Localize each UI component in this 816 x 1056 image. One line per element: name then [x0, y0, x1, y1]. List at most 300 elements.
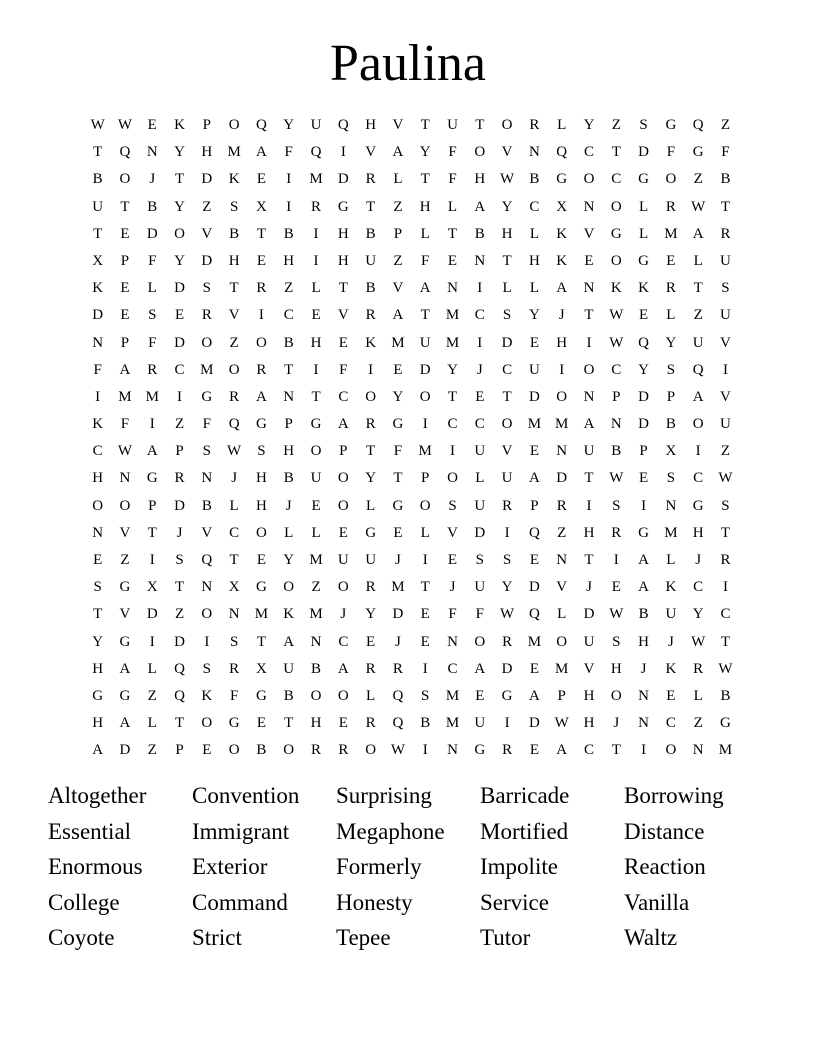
grid-letter: Y	[583, 117, 595, 133]
grid-letter: W	[718, 470, 733, 487]
grid-letter: O	[256, 334, 267, 351]
grid-letter: Y	[392, 388, 404, 405]
grid-letter: V	[119, 606, 131, 623]
grid-letter: S	[229, 198, 239, 215]
grid-letter: C	[92, 443, 103, 460]
grid-letter: A	[337, 660, 349, 677]
grid-letter: M	[445, 334, 460, 351]
grid-letter: X	[146, 579, 158, 596]
grid-letter: U	[528, 361, 540, 378]
grid-letter: R	[256, 280, 267, 297]
grid-letter: Y	[174, 252, 185, 269]
grid-letter: C	[447, 660, 458, 677]
grid-letter: O	[692, 416, 704, 433]
grid-letter: N	[692, 742, 704, 759]
grid-letter: N	[528, 144, 540, 161]
grid-letter: D	[174, 633, 185, 650]
grid-letter: O	[337, 687, 349, 704]
grid-letter: S	[612, 497, 621, 514]
grid-letter: G	[692, 497, 704, 514]
grid-letter: J	[285, 497, 292, 514]
grid-letter: S	[502, 307, 512, 324]
grid-letter: O	[201, 334, 213, 351]
grid-letter: Y	[447, 361, 458, 378]
grid-letter: U	[419, 334, 431, 351]
grid-letter: B	[365, 225, 376, 242]
grid-letter: Y	[92, 633, 104, 650]
grid-letter: J	[176, 524, 183, 541]
grid-letter: N	[556, 552, 568, 568]
grid-letter: G	[337, 198, 349, 215]
grid-letter: J	[558, 307, 565, 324]
grid-letter: A	[692, 225, 704, 242]
grid-letter: O	[201, 715, 213, 732]
grid-letter: I	[149, 416, 155, 433]
grid-letter: G	[119, 633, 131, 650]
grid-letter: R	[529, 117, 540, 133]
grid-letter: G	[692, 144, 704, 161]
grid-letter: W	[609, 470, 624, 487]
grid-letter: V	[556, 579, 568, 596]
grid-letter: D	[92, 307, 104, 324]
grid-letter: V	[720, 388, 731, 405]
grid-letter: E	[256, 171, 267, 188]
grid-letter: O	[419, 497, 431, 514]
grid-letter: T	[229, 552, 239, 568]
grid-letter: O	[501, 117, 513, 133]
grid-letter: G	[256, 416, 267, 433]
grid-letter: D	[174, 497, 185, 514]
grid-letter: U	[474, 443, 486, 460]
grid-letter: T	[120, 198, 130, 215]
grid-letter: Z	[202, 198, 212, 215]
grid-letter: N	[201, 579, 213, 596]
grid-letter: H	[92, 660, 104, 677]
grid-letter: J	[449, 579, 456, 596]
grid-letter: E	[93, 552, 103, 568]
grid-letter: N	[447, 280, 458, 297]
grid-letter: S	[229, 633, 239, 650]
grid-letter: A	[528, 470, 540, 487]
grid-letter: T	[284, 715, 294, 732]
grid-letter: Y	[528, 307, 540, 324]
grid-letter: S	[666, 470, 676, 487]
grid-letter: K	[665, 660, 677, 677]
grid-letter: P	[557, 687, 566, 704]
grid-letter: N	[92, 334, 104, 351]
grid-letter: Q	[638, 334, 649, 351]
grid-letter: T	[311, 388, 321, 405]
grid-letter: W	[117, 443, 133, 460]
grid-letter: T	[366, 198, 376, 215]
grid-letter: L	[502, 280, 512, 297]
grid-letter: H	[92, 715, 104, 732]
grid-letter: H	[556, 334, 568, 351]
grid-letter: Z	[120, 552, 130, 568]
grid-letter: T	[475, 117, 485, 133]
grid-letter: T	[420, 307, 430, 324]
word-list-item: Vanilla	[624, 889, 690, 915]
grid-letter: C	[502, 361, 513, 378]
grid-letter: A	[528, 687, 540, 704]
grid-letter: I	[368, 361, 374, 378]
grid-letter: V	[447, 524, 458, 541]
grid-letter: A	[556, 280, 568, 297]
grid-letter: R	[693, 660, 704, 677]
grid-letter: S	[202, 280, 211, 297]
grid-letter: N	[310, 633, 322, 650]
grid-letter: P	[530, 497, 539, 514]
grid-letter: Y	[365, 470, 377, 487]
grid-letter: A	[119, 715, 131, 732]
grid-letter: H	[692, 524, 704, 541]
grid-letter: A	[146, 443, 158, 460]
grid-letter: L	[557, 117, 567, 133]
grid-letter: L	[529, 280, 539, 297]
grid-letter: V	[365, 144, 377, 161]
grid-letter: J	[667, 633, 674, 650]
grid-letter: I	[641, 742, 647, 759]
grid-letter: G	[665, 117, 677, 133]
grid-letter: F	[393, 443, 403, 460]
grid-letter: F	[339, 361, 348, 378]
grid-letter: U	[501, 470, 513, 487]
grid-letter: D	[146, 606, 158, 623]
grid-letter: O	[119, 497, 131, 514]
grid-letter: R	[338, 742, 349, 759]
grid-letter: E	[120, 307, 130, 324]
word-list-item: Megaphone	[336, 818, 445, 844]
grid-letter: C	[338, 388, 349, 405]
grid-letter: E	[311, 497, 321, 514]
grid-letter: G	[228, 715, 240, 732]
grid-letter: Q	[119, 144, 131, 161]
grid-letter: M	[309, 606, 323, 623]
grid-letter: O	[201, 606, 213, 623]
grid-letter: E	[475, 687, 485, 704]
grid-letter: E	[120, 225, 130, 242]
grid-letter: Z	[174, 416, 185, 433]
grid-letter: K	[665, 579, 677, 596]
grid-letter: J	[231, 470, 238, 487]
grid-letter: E	[147, 117, 157, 133]
grid-letter: B	[283, 470, 294, 487]
grid-letter: Q	[228, 416, 240, 433]
grid-letter: T	[584, 470, 594, 487]
grid-letter: J	[695, 552, 702, 568]
grid-letter: S	[175, 552, 184, 568]
grid-letter: E	[366, 633, 376, 650]
grid-letter: B	[720, 171, 731, 188]
grid-letter: C	[529, 198, 540, 215]
grid-letter: G	[638, 524, 649, 541]
grid-letter: W	[227, 443, 242, 460]
grid-letter: D	[174, 280, 185, 297]
grid-letter: O	[447, 470, 458, 487]
grid-letter: W	[609, 606, 624, 623]
grid-letter: N	[583, 388, 595, 405]
grid-letter: P	[175, 742, 184, 759]
grid-letter: R	[720, 225, 731, 242]
grid-letter: D	[501, 660, 513, 677]
grid-letter: C	[283, 307, 294, 324]
grid-letter: Q	[201, 552, 213, 568]
puzzle-title: Paulina	[330, 35, 486, 92]
grid-letter: E	[529, 660, 539, 677]
grid-letter: H	[283, 252, 295, 269]
grid-letter: H	[228, 252, 240, 269]
grid-letter: Y	[283, 117, 295, 133]
grid-letter: E	[393, 361, 403, 378]
grid-letter: S	[148, 307, 157, 324]
grid-letter: B	[283, 225, 294, 242]
grid-letter: O	[283, 742, 295, 759]
grid-letter: I	[95, 388, 101, 405]
grid-letter: R	[365, 660, 376, 677]
grid-letter: A	[419, 280, 431, 297]
grid-letter: W	[390, 742, 405, 759]
grid-letter: O	[583, 361, 595, 378]
grid-letter: Q	[692, 361, 704, 378]
grid-letter: J	[586, 579, 592, 596]
grid-letter: G	[119, 687, 131, 704]
grid-letter: N	[556, 443, 568, 460]
grid-letter: M	[718, 742, 733, 759]
grid-letter: S	[666, 361, 676, 378]
grid-letter: T	[611, 144, 621, 161]
grid-letter: G	[256, 687, 267, 704]
grid-letter: T	[174, 715, 185, 732]
grid-letter: L	[393, 171, 403, 188]
grid-letter: T	[93, 144, 103, 161]
grid-letter: W	[554, 715, 569, 732]
grid-letter: Y	[174, 144, 185, 161]
grid-letter: F	[448, 144, 457, 161]
grid-letter: L	[229, 497, 239, 514]
grid-letter: K	[283, 606, 295, 623]
grid-letter: B	[365, 280, 376, 297]
grid-letter: I	[422, 742, 428, 759]
grid-letter: R	[502, 633, 513, 650]
grid-letter: H	[583, 687, 595, 704]
grid-letter: E	[666, 252, 676, 269]
grid-letter: G	[92, 687, 104, 704]
grid-letter: U	[720, 416, 731, 433]
grid-letter: K	[556, 225, 568, 242]
grid-letter: C	[338, 633, 349, 650]
grid-letter: N	[447, 742, 458, 759]
grid-letter: C	[611, 171, 622, 188]
word-list-item: Honesty	[336, 889, 413, 915]
grid-letter: G	[638, 252, 649, 269]
grid-letter: O	[310, 687, 322, 704]
grid-letter: A	[256, 388, 267, 405]
grid-letter: K	[638, 280, 649, 297]
grid-letter: U	[583, 443, 595, 460]
grid-letter: Q	[392, 715, 404, 732]
grid-letter: N	[228, 606, 240, 623]
grid-letter: O	[474, 144, 486, 161]
grid-letter: D	[528, 579, 540, 596]
grid-letter: I	[313, 252, 319, 269]
grid-letter: W	[609, 334, 624, 351]
grid-letter: K	[201, 687, 213, 704]
grid-letter: C	[583, 144, 594, 161]
grid-letter: R	[229, 388, 240, 405]
grid-letter: E	[529, 552, 539, 568]
word-list-item: Essential	[48, 818, 132, 844]
grid-letter: I	[286, 171, 292, 188]
grid-letter: S	[475, 552, 484, 568]
grid-letter: N	[146, 144, 158, 161]
grid-letter: Y	[665, 334, 677, 351]
grid-letter: N	[638, 715, 649, 732]
grid-letter: A	[283, 633, 295, 650]
grid-letter: Z	[174, 606, 185, 623]
grid-letter: D	[638, 144, 649, 161]
grid-letter: G	[610, 225, 622, 242]
grid-letter: L	[529, 225, 539, 242]
grid-letter: X	[556, 198, 568, 215]
grid-letter: F	[666, 144, 676, 161]
grid-letter: O	[665, 742, 677, 759]
grid-letter: H	[256, 497, 267, 514]
grid-letter: F	[475, 606, 484, 623]
grid-letter: N	[447, 633, 458, 650]
grid-letter: R	[365, 171, 376, 188]
grid-letter: B	[311, 660, 322, 677]
grid-letter: B	[147, 198, 158, 215]
word-list-item: Altogether	[48, 783, 147, 808]
grid-letter: H	[201, 144, 213, 161]
grid-letter: C	[174, 361, 185, 378]
grid-letter: F	[202, 416, 211, 433]
grid-letter: Z	[393, 252, 403, 269]
grid-letter: H	[337, 252, 349, 269]
grid-letter: L	[311, 280, 321, 297]
grid-letter: J	[640, 660, 647, 677]
grid-letter: U	[447, 117, 458, 133]
grid-letter: O	[283, 579, 295, 596]
grid-letter: E	[420, 633, 430, 650]
grid-letter: T	[93, 606, 103, 623]
word-list-item: Command	[192, 889, 288, 915]
grid-letter: U	[583, 633, 595, 650]
grid-letter: I	[641, 497, 647, 514]
word-list-item: Tutor	[480, 925, 531, 950]
grid-letter: T	[611, 742, 621, 759]
grid-letter: V	[201, 524, 213, 541]
grid-letter: E	[338, 334, 348, 351]
grid-letter: E	[475, 388, 485, 405]
grid-letter: X	[665, 443, 677, 460]
grid-letter: E	[256, 715, 267, 732]
grid-letter: L	[666, 552, 676, 568]
word-list-item: Strict	[192, 925, 242, 950]
grid-letter: D	[528, 715, 540, 732]
grid-letter: Y	[174, 198, 185, 215]
grid-letter: P	[120, 252, 130, 269]
grid-letter: B	[420, 715, 431, 732]
grid-letter: Q	[392, 687, 404, 704]
grid-letter: D	[337, 171, 349, 188]
grid-letter: H	[419, 198, 431, 215]
grid-letter: J	[394, 552, 401, 568]
grid-letter: G	[365, 524, 377, 541]
grid-letter: I	[586, 497, 592, 514]
grid-letter: U	[365, 252, 377, 269]
grid-letter: M	[254, 606, 269, 623]
grid-letter: P	[202, 117, 211, 133]
grid-letter: Z	[611, 117, 621, 133]
grid-letter: G	[119, 579, 131, 596]
grid-letter: M	[664, 524, 678, 541]
grid-letter: A	[474, 198, 486, 215]
grid-letter: I	[177, 388, 183, 405]
grid-letter: Z	[147, 687, 157, 704]
grid-letter: Y	[501, 198, 513, 215]
grid-letter: Y	[692, 606, 704, 623]
grid-letter: F	[448, 606, 457, 623]
grid-letter: I	[722, 579, 728, 596]
grid-letter: C	[693, 579, 704, 596]
grid-letter: S	[93, 579, 102, 596]
grid-letter: D	[583, 606, 595, 623]
grid-letter: E	[584, 252, 594, 269]
grid-letter: P	[421, 470, 430, 487]
grid-letter: T	[420, 117, 430, 133]
grid-letter: C	[583, 742, 594, 759]
grid-letter: T	[366, 443, 376, 460]
grid-letter: O	[119, 171, 131, 188]
grid-letter: I	[313, 225, 319, 242]
word-list-item: Exterior	[192, 854, 268, 879]
grid-letter: Z	[693, 715, 703, 732]
grid-letter: V	[119, 524, 131, 541]
grid-letter: T	[147, 524, 157, 541]
grid-letter: V	[501, 443, 513, 460]
grid-letter: S	[721, 497, 730, 514]
grid-letter: Q	[174, 660, 185, 677]
grid-letter: G	[392, 497, 404, 514]
grid-letter: O	[610, 687, 622, 704]
grid-letter: E	[447, 552, 458, 568]
grid-letter: C	[720, 606, 731, 623]
grid-letter: I	[450, 443, 455, 460]
grid-letter: O	[610, 198, 622, 215]
grid-letter: F	[93, 361, 102, 378]
word-list-item: Barricade	[480, 783, 570, 808]
grid-letter: N	[583, 280, 595, 297]
grid-letter: K	[92, 280, 104, 297]
grid-letter: M	[145, 388, 159, 405]
grid-letter: M	[527, 633, 542, 650]
grid-letter: F	[721, 144, 730, 161]
word-list-item: Tepee	[336, 925, 391, 950]
grid-letter: O	[228, 742, 240, 759]
grid-letter: L	[693, 252, 703, 269]
grid-letter: L	[366, 497, 376, 514]
grid-letter: W	[691, 633, 706, 650]
grid-letter: O	[501, 416, 513, 433]
grid-letter: R	[720, 552, 731, 568]
grid-letter: B	[474, 225, 485, 242]
grid-letter: H	[310, 715, 322, 732]
word-list-item: Enormous	[48, 854, 143, 879]
grid-letter: O	[337, 579, 349, 596]
grid-letter: M	[527, 416, 542, 433]
grid-letter: T	[93, 225, 103, 242]
